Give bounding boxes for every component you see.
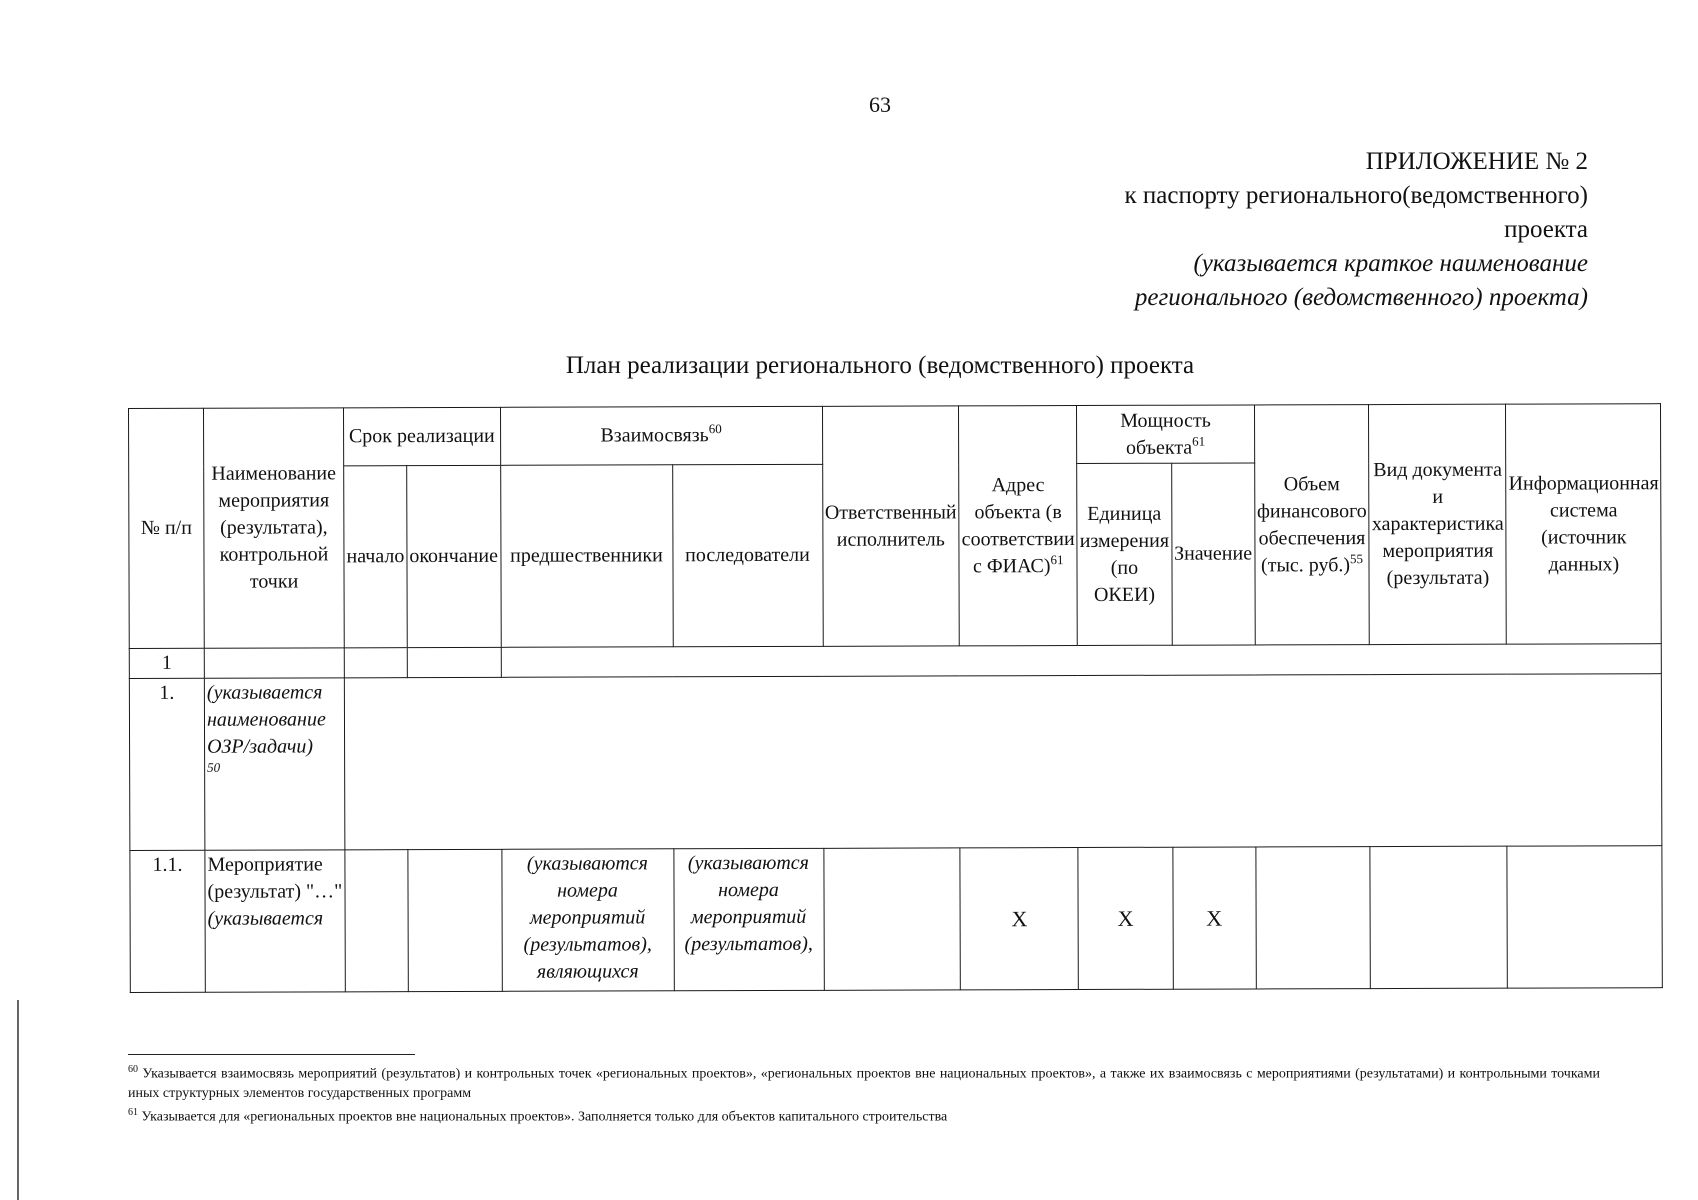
appendix-note-1: (указывается краткое наименование [1193,250,1588,277]
header-value: Значение [1171,463,1255,645]
header-funding [1254,405,1370,645]
plan-table [128,403,1663,993]
header-relation [500,406,822,465]
appendix-header [788,145,1588,315]
item-num: 1.1. [130,850,205,992]
number-row-cell-1: 1 [129,648,204,678]
item-value: Х [1172,847,1255,989]
footnote-61-number: 61 [128,1106,138,1118]
footnote-ref-50: 50 [207,759,221,775]
number-row-cell-2 [204,648,344,678]
item-address: Х [960,848,1078,990]
appendix-title: ПРИЛОЖЕНИЕ № 2 [1365,148,1588,175]
page-number: 63 [869,92,891,117]
header-end: окончание [407,465,501,647]
item-unit: Х [1078,847,1173,989]
item-successors: (указываются номера мероприятий (результатов), [673,848,823,990]
section-empty-span [344,674,1662,850]
header-funding-label: Объем финансового обеспечения (тыс. руб.) [1256,472,1367,576]
footnote-60-text: Указывается взаимосвязь мероприятий (результатов) и контрольных точек «региональных проектов», «региональных проектов вне национальных проектов», а также их взаимосвязь с мероприятиями (результатами) и контрольными точками иных структурных элементов государственных программ [128,1066,1600,1101]
number-row-cell-rest [501,644,1662,678]
section-title [204,678,345,850]
header-info-system: Информационная система (источник данных) [1506,404,1662,644]
footnote-ref-55: 55 [1350,550,1364,566]
item-end [408,849,502,991]
footnote-61-text: Указывается для «региональных проектов вне национальных проектов». Заполняется только для объектов капитального строительства [141,1109,948,1125]
footnotes [128,1060,1600,1126]
item-name-text: Мероприятие (результат) "…" [207,853,343,903]
footnote-60-number: 60 [128,1064,138,1075]
item-name [205,850,345,992]
header-address-label: Адрес объекта (в соответствии с ФИАС) [961,473,1075,577]
header-capacity [1077,405,1255,464]
appendix-line-2: проекта [1504,216,1588,243]
header-num: № п/п [129,408,205,648]
header-address [959,406,1078,646]
scan-edge-line [17,1000,19,1200]
item-name-note: (указывается [207,907,324,930]
header-capacity-label: Мощность объекта [1120,409,1211,459]
header-successors: последователи [672,464,823,646]
header-start: начало [344,466,407,648]
item-start [345,850,408,992]
appendix-note-2: регионального (ведомственного) проекта) [1134,284,1588,311]
item-funding [1256,847,1371,989]
footnote-ref-60: 60 [708,421,722,437]
header-doc-type: Вид документа и характеристика мероприятия (результата) [1369,404,1507,644]
header-responsible: Ответственный исполнитель [822,406,960,646]
header-predecessors: предшественники [500,465,673,648]
plan-title: План реализации регионального (ведомственного) проекта [565,352,1195,379]
footnote-60 [128,1060,1600,1103]
item-info-system [1507,846,1663,988]
footnote-separator [128,1054,415,1055]
header-relation-label: Взаимосвязь [600,424,709,447]
footnote-ref-61: 61 [1050,551,1064,567]
number-row-cell-4 [407,647,501,677]
number-row-cell-3 [344,648,407,678]
header-unit: Единица измерения (по ОКЕИ) [1077,463,1172,645]
header-name: Наименование мероприятия (результата), контрольной точки [204,408,345,648]
header-term: Срок реализации [344,407,501,465]
section-title-text: (указывается наименование ОЗР/задачи) [206,681,326,758]
item-doc-type [1370,846,1507,988]
footnote-61 [128,1103,1600,1127]
footnote-ref-61: 61 [1192,433,1206,449]
section-num: 1. [129,678,205,850]
item-predecessors: (указываются номера мероприятий (результатов), являющихся [501,849,673,992]
appendix-line-1: к паспорту регионального(ведомственного) [1124,182,1588,209]
item-responsible [823,848,960,990]
